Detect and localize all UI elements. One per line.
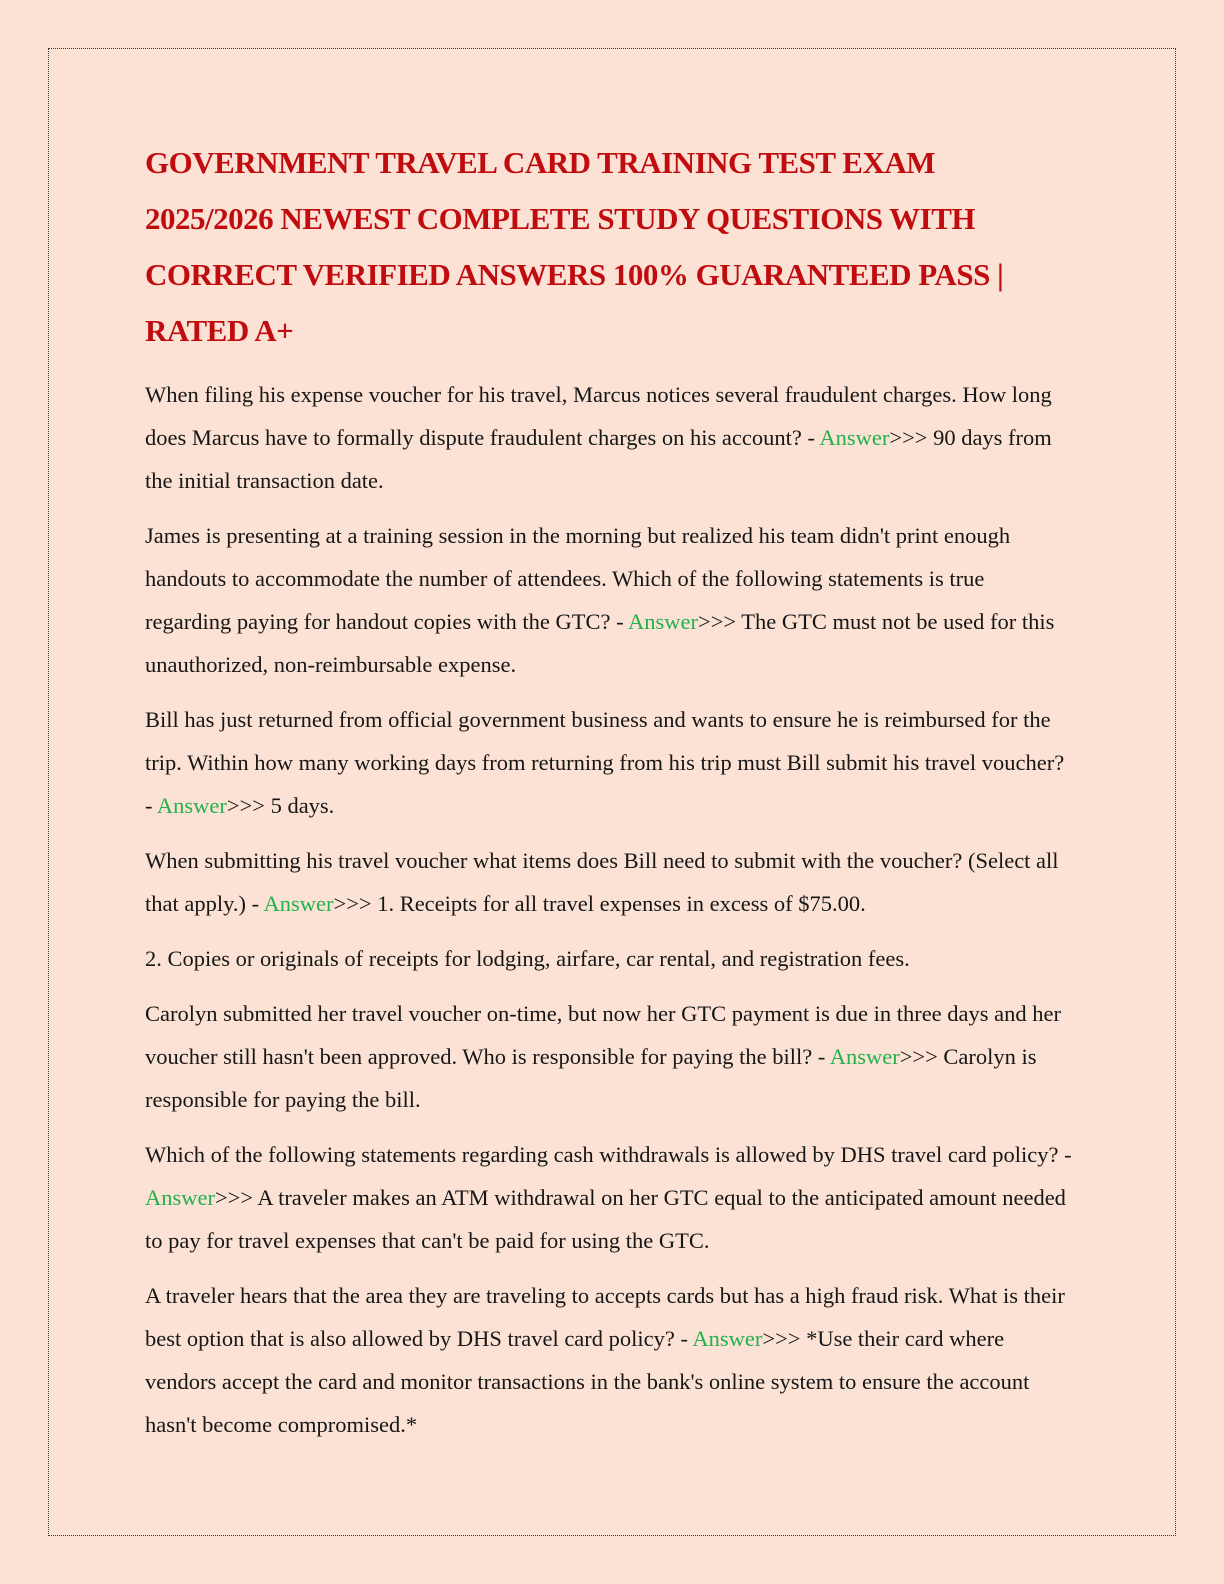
qa-paragraph [145, 992, 1075, 1121]
answer-label: Answer [829, 1044, 900, 1069]
title-line: GOVERNMENT TRAVEL CARD TRAINING TEST EXAM [145, 145, 935, 180]
answer-text: >>> 90 days from the initial transaction date. [145, 425, 1052, 493]
answer-label: Answer [819, 425, 890, 450]
answer-label: Answer [145, 1185, 215, 1210]
question-text: Bill has just returned from official government business and wants to ensure he is reimbursed for the trip. Within how many working days from returning from his trip must Bill submit his travel voucher? - [145, 707, 1065, 818]
answer-text: >>> A traveler makes an ATM withdrawal on her GTC equal to the anticipated amount needed to pay for travel expenses that can't be paid for using the GTC. [145, 1185, 1066, 1253]
answer-text: >>> *Use their card where vendors accept the card and monitor transactions in the bank's online system to ensure the account hasn't become compromised.* [145, 1326, 1030, 1437]
page-border [48, 48, 1176, 1536]
qa-paragraph [145, 1133, 1075, 1262]
answer-label: Answer [263, 891, 334, 916]
answer-label: Answer [692, 1326, 763, 1351]
answer-label: Answer [628, 609, 698, 634]
document-title [145, 135, 1075, 359]
answer-text: >>> 5 days. [226, 793, 335, 818]
title-line: 2025/2026 NEWEST COMPLETE STUDY QUESTIONS WITH [145, 201, 975, 236]
qa-paragraph [145, 698, 1075, 827]
question-text: When submitting his travel voucher what items does Bill need to submit with the voucher? (Select all that apply.) - [145, 848, 1059, 916]
qa-paragraph [145, 373, 1075, 502]
qa-paragraph [145, 839, 1075, 925]
question-text: Carolyn submitted her travel voucher on-time, but now her GTC payment is due in three days and her voucher still hasn't been approved. Who is responsible for paying the bill? - [145, 1001, 1062, 1069]
qa-paragraph [145, 514, 1075, 686]
question-text: James is presenting at a training session in the morning but realized his team didn't print enough handouts to accommodate the number of attendees. Which of the following statements is true regarding paying for handout copies with the GTC? - [145, 523, 1011, 634]
question-text: A traveler hears that the area they are traveling to accepts cards but has a high fraud risk. What is their best option that is also allowed by DHS travel card policy? - [145, 1283, 1065, 1351]
qa-paragraph [145, 937, 1075, 980]
answer-text: >>> The GTC must not be used for this unauthorized, non-reimbursable expense. [145, 609, 1055, 677]
document-body [145, 373, 1075, 1446]
answer-text: >>> Carolyn is responsible for paying the bill. [145, 1044, 1037, 1112]
answer-label: Answer [156, 793, 227, 818]
qa-paragraph [145, 1274, 1075, 1446]
answer-text: >>> 1. Receipts for all travel expenses in excess of $75.00. [333, 891, 866, 916]
title-line: CORRECT VERIFIED ANSWERS 100% GUARANTEED PASS | [145, 257, 1004, 292]
title-line: RATED A+ [145, 313, 294, 348]
question-text: When filing his expense voucher for his travel, Marcus notices several fraudulent charges. How long does Marcus have to formally dispute fraudulent charges on his account? - [145, 382, 1052, 450]
question-text: 2. Copies or originals of receipts for lodging, airfare, car rental, and registration fees. [145, 946, 910, 971]
question-text: Which of the following statements regarding cash withdrawals is allowed by DHS travel card policy? - [145, 1142, 1072, 1167]
